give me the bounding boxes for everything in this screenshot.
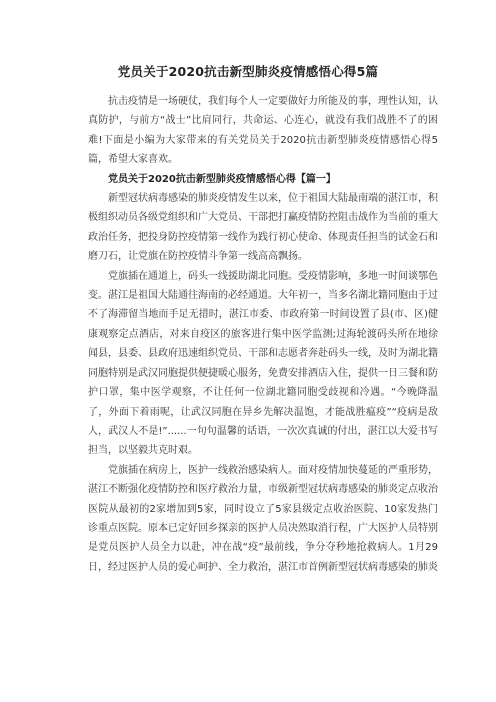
body-paragraph: 党旗插在通道上，码头一线援助湖北同胞。受疫情影响，多地一时间谈鄂色变。湛江是祖国大陆通往海南的必经通道。大年初一，当多名湖北籍同胞由于过不了海滞留当地而手足无措时，湛江市委、市政府第一时间设置了县(市、区)健康观察定点酒店，对来自疫区的旅客进行集中医学监测;过海轮渡码头所在地徐闻县，县委、县政府迅速组织党员、干部和志愿者奔赴码头一线，及时为湖北籍同胞特别是武汉同胞提供便捷暖心服务，免费安排酒店入住，提供一日三餐和防护口罩，集中医学观察，不让任何一位湖北籍同胞受歧视和冷遇。“今晚降温了，外面下着雨呢，让武汉同胞在异乡先解决温饱，才能战胜瘟疫”“疫病是敌人，武汉人不是!”......一句句温馨的话语，一次次真诚的付出，湛江以大爱书写担当，以坚毅共克时艰。: [88, 270, 438, 457]
intro-paragraph: 抗击疫情是一场硬仗，我们每个人一定要做好力所能及的事，理性认知，认真防护，与前方“战士”比肩同行，共命运、心连心，就没有我们战胜不了的困难!下面是小编为大家带来的有关党员关于2020抗击新型肺炎疫情感悟心得5篇，希望大家喜欢。: [88, 96, 438, 166]
body-paragraph: 党旗插在病房上，医护一线救治感染病人。面对疫情加快蔓延的严重形势，湛江不断强化疫情防控和医疗救治力量，市级新型冠状病毒感染的肺炎定点收治医院从最初的2家增加到5家，同时设立了5家县级定点收治医院、10家发热门诊重点医院。原本已定好回乡探亲的医护人员决然取消行程，广大医护人员特别是党员医护人员全力以赴，冲在战“疫”最前线，争分夺秒地抢救病人。1月29日，经过医护人员的爱心呵护、全力救治，湛江市首例新型冠状病毒感染的肺炎: [88, 464, 438, 573]
document-body: [88, 92, 438, 577]
document-title: 党员关于2020抗击新型肺炎疫情感悟心得5篇: [117, 64, 379, 79]
section-heading: 党员关于2020抗击新型肺炎疫情感悟心得【篇一】: [108, 173, 336, 185]
body-paragraph: 新型冠状病毒感染的肺炎疫情发生以来，位于祖国大陆最南端的湛江市，积极组织动员各级党组织和广大党员、干部把打赢疫情防控阻击战作为当前的重大政治任务，把投身防控疫情第一线作为践行初心使命、体现责任担当的试金石和磨刀石，让党旗在防控疫情斗争第一线高高飘扬。: [88, 193, 438, 263]
